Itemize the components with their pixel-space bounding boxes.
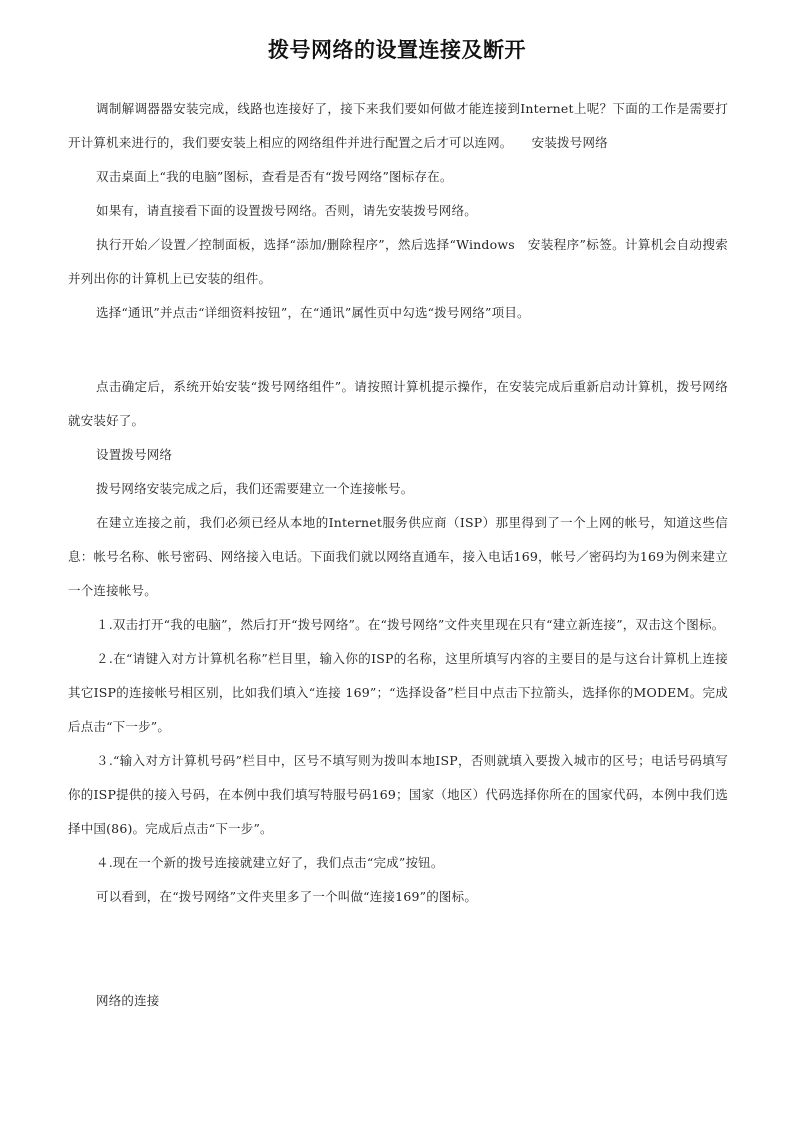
page-title: 拨号网络的设置连接及断开 xyxy=(268,38,526,62)
step-3: ３.“输入对方计算机号码”栏目中，区号不填写则为拨叫本地ISP，否则就填入要拨入城市的区号；电话号码填写你的ISP提供的接入号码，在本例中我们填写特服号码169；国家（地区）代码选择你所在的国家代码，本例中我们选择中国(86)。完成后点击“下一步”。 xyxy=(68,753,728,836)
paragraph-install-complete: 点击确定后，系统开始安装“拨号网络组件”。请按照计算机提示操作，在安装完成后重新启动计算机，拨号网络就安装好了。 xyxy=(68,379,728,428)
section-heading-setup: 设置拨号网络 xyxy=(96,447,173,462)
step-4: ４.现在一个新的拨号连接就建立好了，我们点击“完成”按钮。 xyxy=(96,855,444,870)
spacer xyxy=(68,330,728,370)
paragraph-check-icon: 双击桌面上“我的电脑”图标，查看是否有“拨号网络”图标存在。 xyxy=(96,169,453,184)
spacer xyxy=(68,914,728,984)
paragraph-result: 可以看到，在“拨号网络”文件夹里多了一个叫做“连接169”的图标。 xyxy=(96,889,478,904)
paragraph-create-account: 拨号网络安装完成之后，我们还需要建立一个连接帐号。 xyxy=(96,481,414,496)
paragraph-intro: 调制解调器器安装完成，线路也连接好了，接下来我们要如何做才能连接到Internet上呢？下面的工作是需要打开计算机来进行的，我们要安装上相应的网络组件并进行配置之后才可以连网。 安装拨号网络 xyxy=(68,101,728,150)
step-1: １.双击打开“我的电脑”，然后打开“拨号网络”。在“拨号网络”文件夹里现在只有“建立新连接”，双击这个图标。 xyxy=(96,617,725,632)
paragraph-isp-info: 在建立连接之前，我们必须已经从本地的Internet服务供应商（ISP）那里得到了一个上网的帐号，知道这些信息：帐号名称、帐号密码、网络接入电话。下面我们就以网络直通车，接入电话169，帐号／密码均为169为例来建立一个连接帐号。 xyxy=(68,515,728,598)
step-2: ２.在“请键入对方计算机名称”栏目里，输入你的ISP的名称，这里所填写内容的主要目的是与这台计算机上连接其它ISP的连接帐号相区别，比如我们填入“连接 169”；“选择设备”栏目中点击下拉箭头，选择你的MODEM。完成后点击“下一步”。 xyxy=(68,651,728,734)
section-heading-connection: 网络的连接 xyxy=(96,993,160,1008)
paragraph-if-exists: 如果有，请直接看下面的设置拨号网络。否则，请先安装拨号网络。 xyxy=(96,203,478,218)
paragraph-control-panel: 执行开始／设置／控制面板，选择“添加/删除程序”，然后选择“Windows 安装程序”标签。计算机会自动搜索并列出你的计算机上已安装的组件。 xyxy=(68,237,728,286)
paragraph-select-communications: 选择“通讯”并点击“详细资料按钮”，在“通讯”属性页中勾选“拨号网络”项目。 xyxy=(96,305,530,320)
document-body xyxy=(68,92,728,1018)
